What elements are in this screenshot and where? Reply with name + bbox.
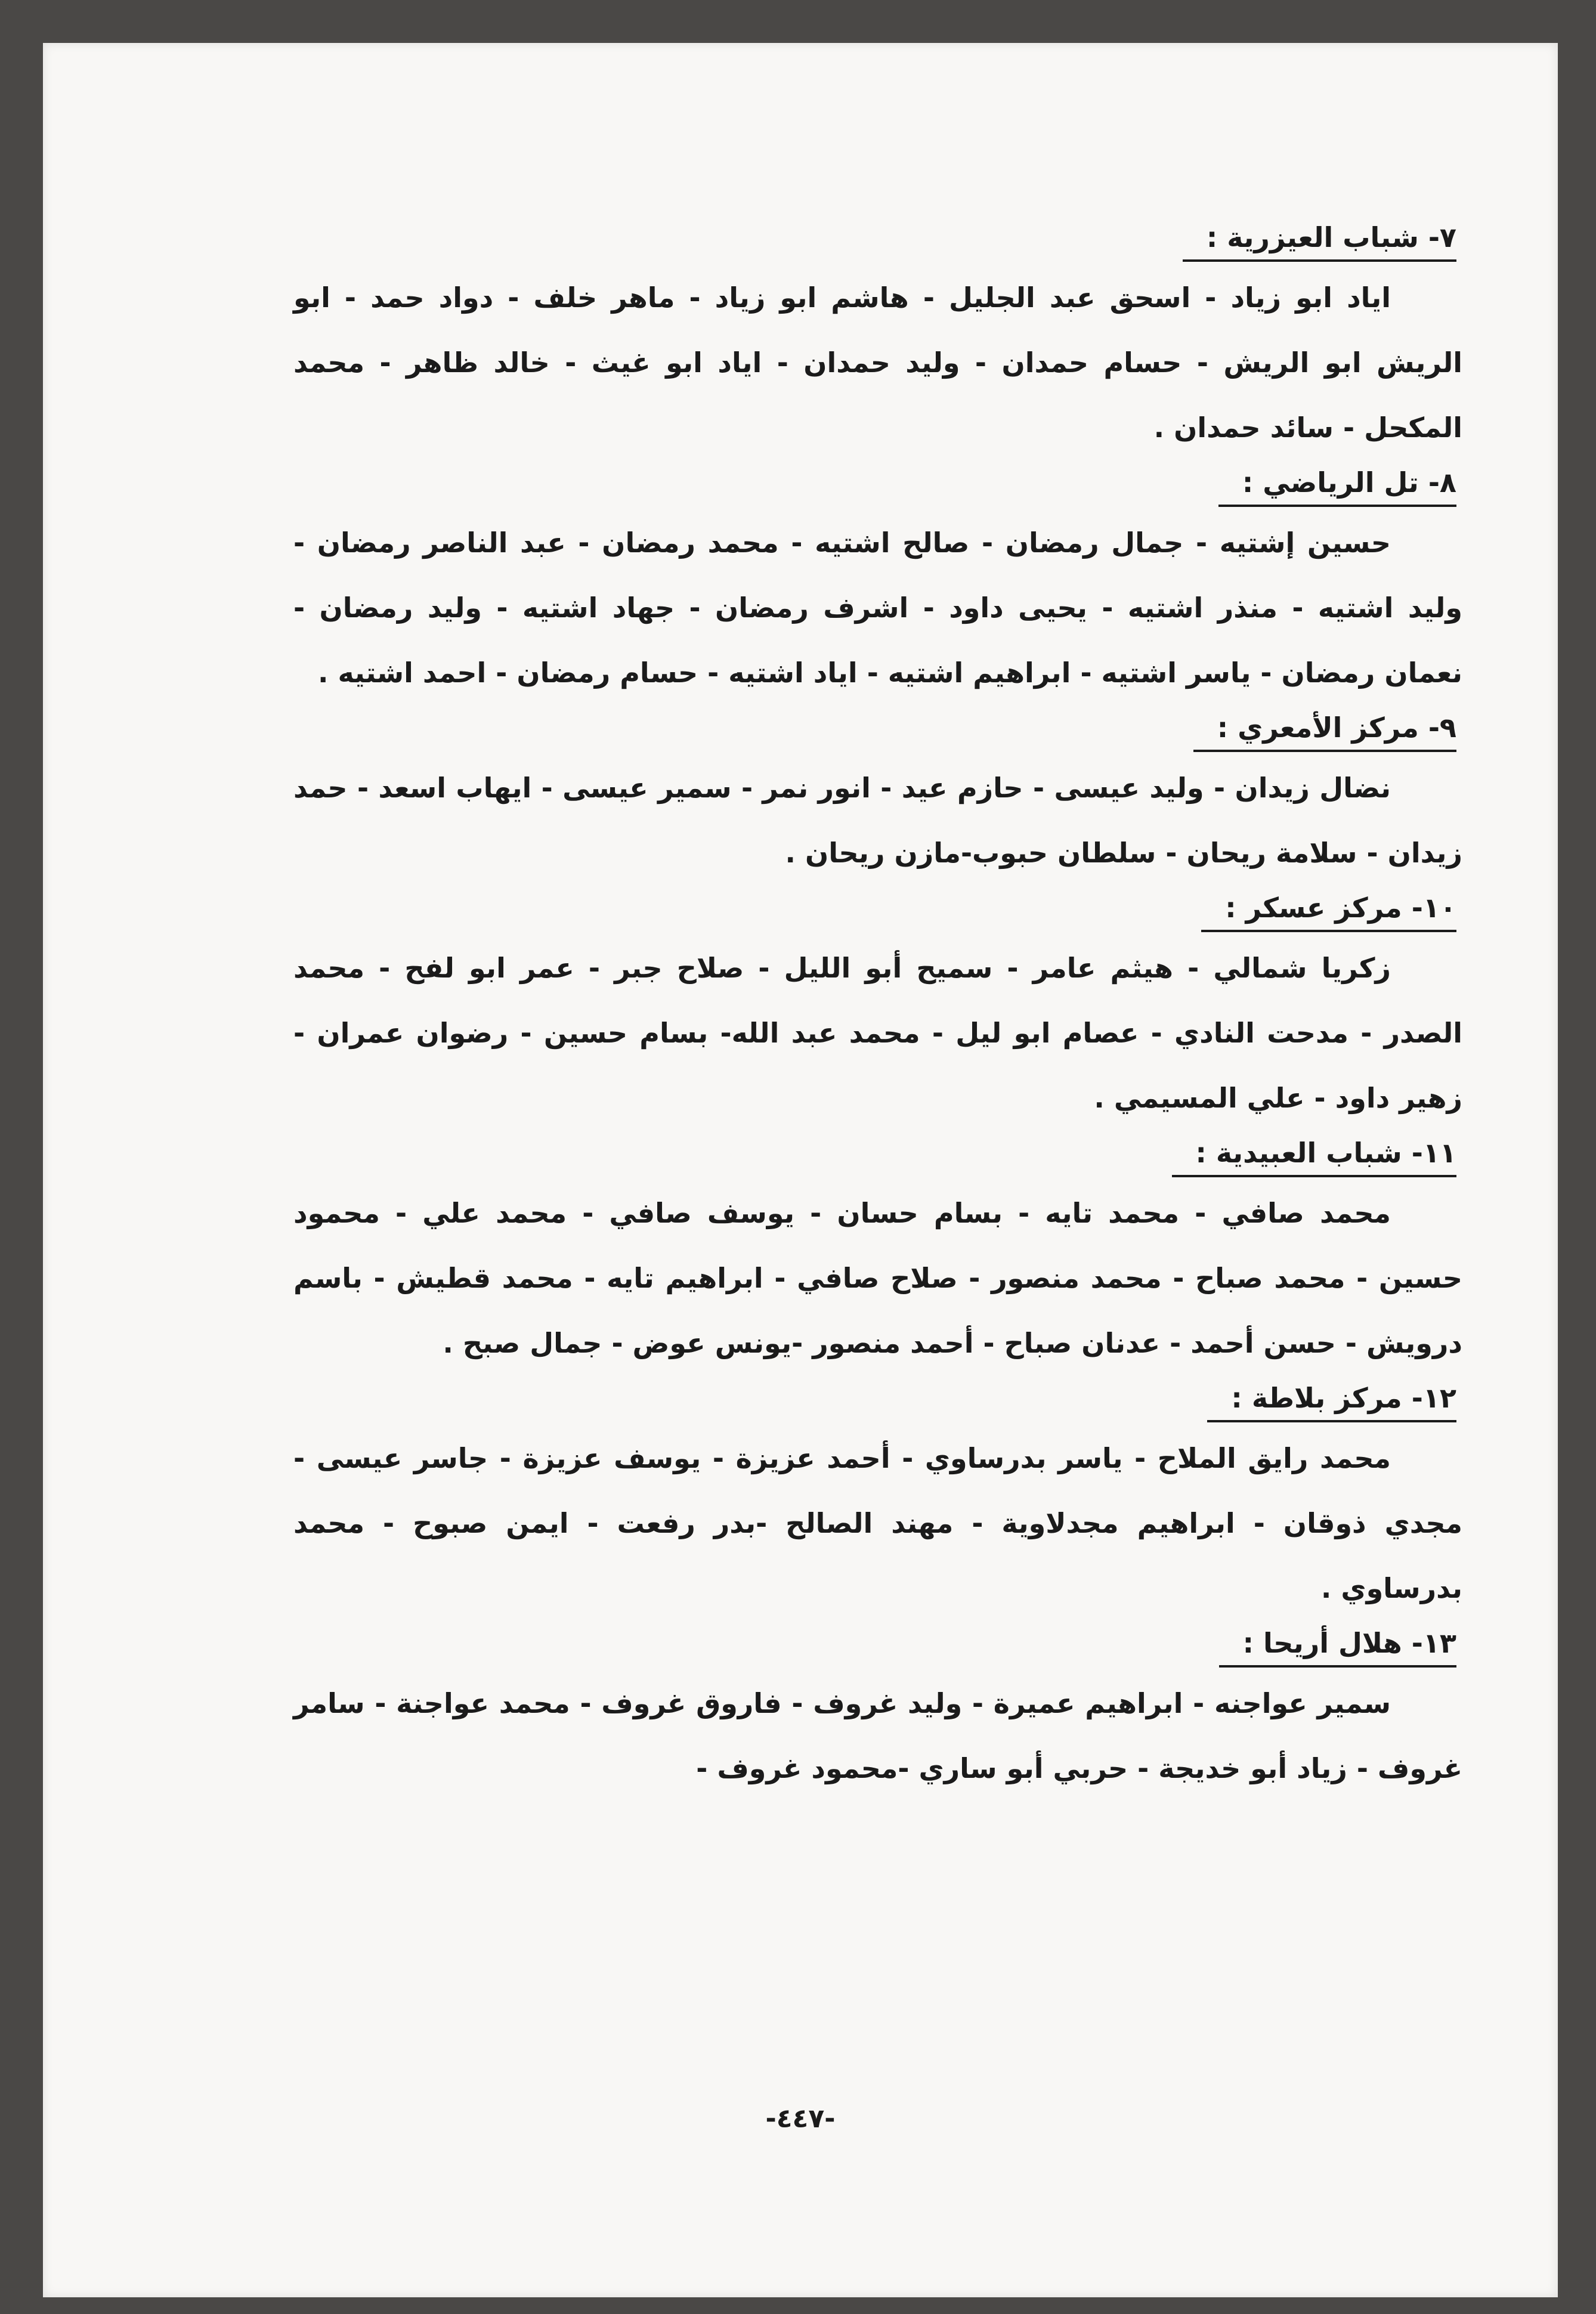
paper-sheet	[43, 43, 1558, 2297]
section-markaz-al-amari	[293, 709, 1462, 886]
section-body: حسين إشتيه - جمال رمضان - صالح اشتيه - محمد رمضان - عبد الناصر رمضان - وليد اشتيه - منذر اشتيه - يحيى داود - اشرف رمضان - جهاد اشتيه - وليد رمضان - نعمان رمضان - ياسر اشتيه - ابراهيم اشتيه - اياد اشتيه - حسام رمضان - احمد اشتيه .	[293, 527, 1462, 689]
section-body: سمير عواجنه - ابراهيم عميرة - وليد غروف - فاروق غروف - محمد عواجنة - سامر غروف - زياد أبو خديجة - حربي أبو ساري -محمود غروف -	[293, 1687, 1462, 1784]
section-markaz-askar	[293, 889, 1462, 1131]
section-heading: ٨- تل الرياضي :	[1218, 464, 1456, 507]
section-heading: ١١- شباب العبيدية :	[1172, 1134, 1457, 1177]
section-hilal-ariha	[293, 1625, 1462, 1801]
page-number: -٤٤٧-	[765, 2103, 836, 2134]
section-markaz-balata	[293, 1379, 1462, 1621]
section-heading: ١٠- مركز عسكر :	[1201, 889, 1456, 932]
section-heading: ٧- شباب العيزرية :	[1183, 219, 1456, 262]
section-heading: ١٣- هلال أريحا :	[1219, 1625, 1456, 1668]
section-tal-al-riyadi	[293, 464, 1462, 706]
section-body: اياد ابو زياد - اسحق عبد الجليل - هاشم ابو زياد - ماهر خلف - دواد حمد - ابو الريش ابو الريش - حسام حمدان - وليد حمدان - اياد ابو غيث - خالد ظاهر - محمد المكحل - سائد حمدان .	[293, 281, 1462, 444]
section-body: نضال زيدان - وليد عيسى - حازم عيد - انور نمر - سمير عيسى - ايهاب اسعد - حمد زيدان - سلامة ريحان - سلطان حبوب-مازن ريحان .	[293, 772, 1462, 869]
section-body: محمد صافي - محمد تايه - بسام حسان - يوسف صافي - محمد علي - محمود حسين - محمد صباح - محمد منصور - صلاح صافي - ابراهيم تايه - محمد قطيش - باسم درويش - حسن أحمد - عدنان صباح - أحمد منصور -يونس عوض - جمال صبح .	[293, 1197, 1462, 1359]
section-body: محمد رايق الملاح - ياسر بدرساوي - أحمد عزيزة - يوسف عزيزة - جاسر عيسى - مجدي ذوقان - ابراهيم مجدلاوية - مهند الصالح -بدر رفعت - ايمن صبوح - محمد بدرساوي .	[293, 1442, 1462, 1604]
document-content	[293, 219, 1462, 1805]
section-heading: ٩- مركز الأمعري :	[1193, 709, 1456, 752]
section-heading: ١٢- مركز بلاطة :	[1207, 1379, 1456, 1422]
section-shabab-al-ubeidiya	[293, 1134, 1462, 1376]
section-shabab-al-eizariya	[293, 219, 1462, 460]
section-body: زكريا شمالي - هيثم عامر - سميح أبو الليل - صلاح جبر - عمر ابو لفح - محمد الصدر - مدحت النادي - عصام ابو ليل - محمد عبد الله- بسام حسين - رضوان عمران - زهير داود - علي المسيمي .	[293, 952, 1462, 1114]
